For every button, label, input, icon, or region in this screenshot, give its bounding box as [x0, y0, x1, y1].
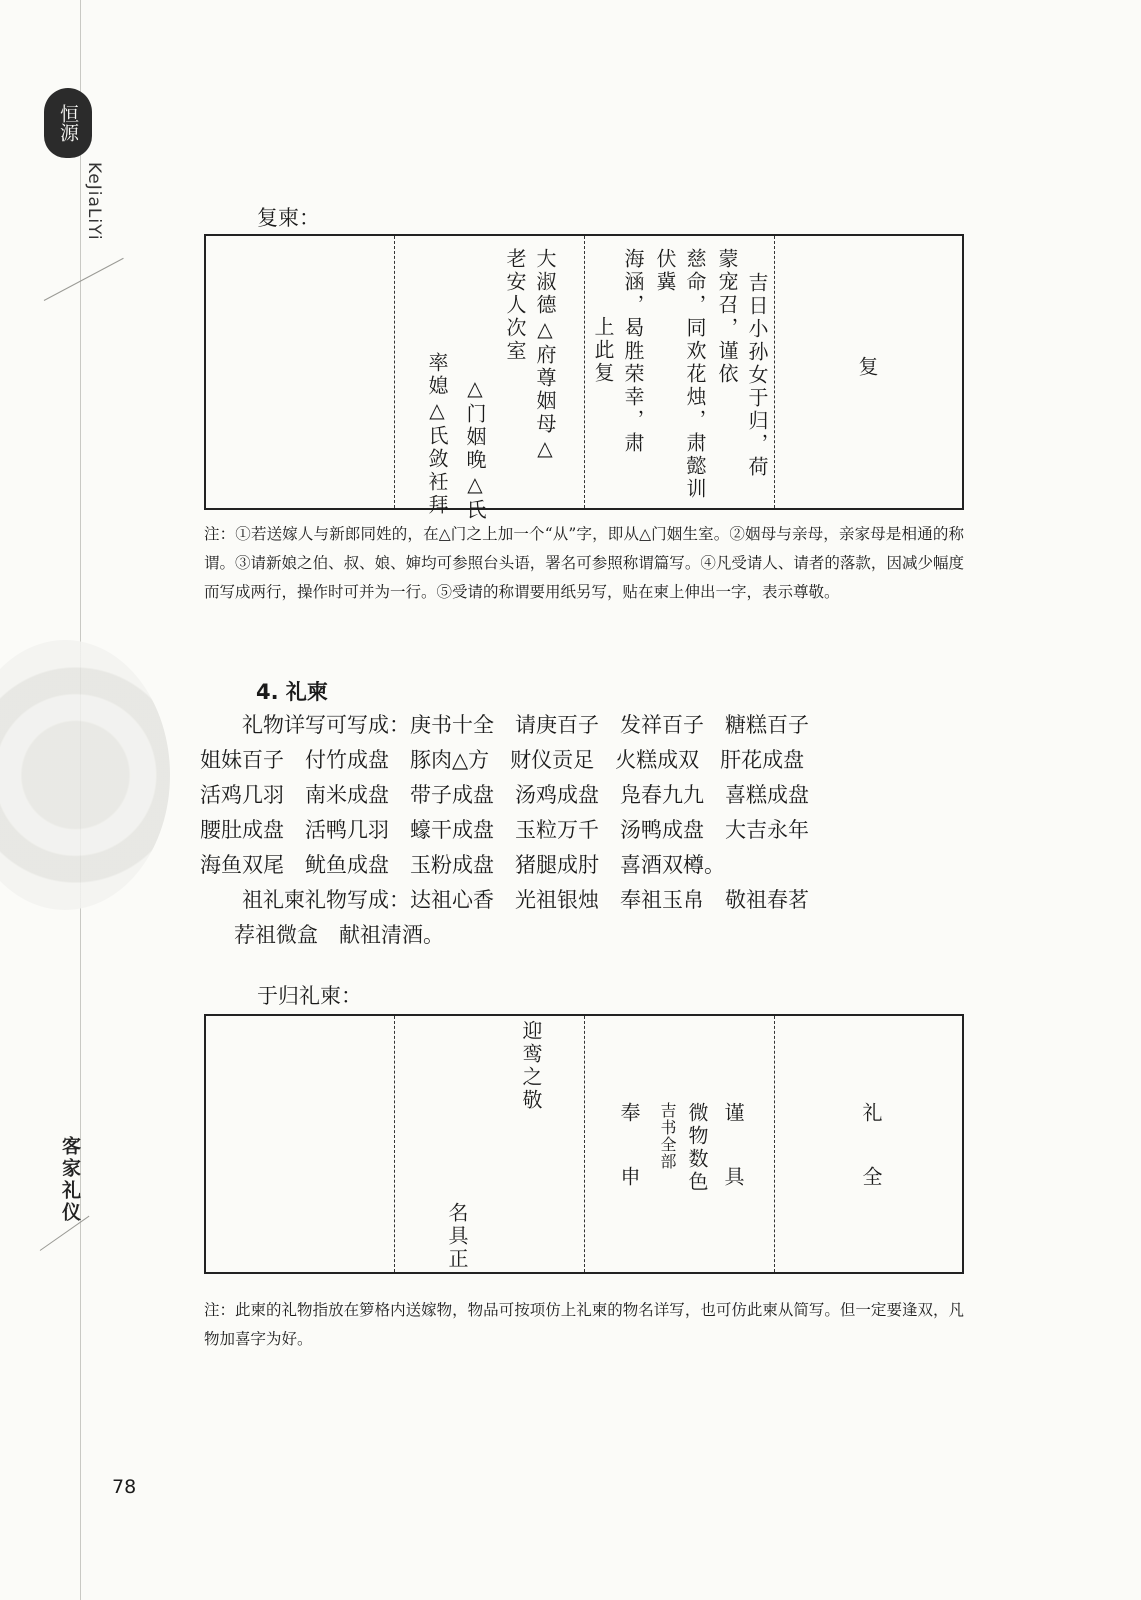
card-text: 吉日小孙女于归，荷 — [745, 272, 769, 479]
gift-list-line: 礼物详写可写成：庚书十全 请庚百子 发祥百子 糖糕百子 — [200, 713, 809, 737]
card-text: 迎鸾之敬 — [519, 1020, 543, 1112]
reply-card-label: 复柬： — [257, 206, 320, 230]
card-text: 蒙宠召，谨依 — [715, 248, 739, 386]
card-text: 申 — [617, 1166, 641, 1189]
gift-card — [204, 1014, 964, 1274]
card-divider — [774, 236, 775, 508]
card-text: 伏冀 — [653, 248, 677, 294]
card-divider — [584, 236, 585, 508]
page-number: 78 — [112, 1476, 137, 1498]
card-text: 上此复 — [591, 316, 615, 385]
card-text: 名具正 — [445, 1202, 469, 1271]
card-divider — [394, 236, 395, 508]
decor-line — [44, 258, 124, 301]
gift-card-label: 于归礼柬： — [257, 984, 362, 1008]
card-text: 礼 — [859, 1102, 883, 1125]
card-text: 吉书全部 — [658, 1102, 677, 1170]
cloud-ornament — [0, 640, 170, 910]
card-text: 全 — [859, 1166, 883, 1189]
section-heading: 4. 礼柬 — [256, 680, 328, 704]
card-text: 微物数色 — [685, 1102, 709, 1194]
card-text: 海涵，曷胜荣幸，肃 — [621, 248, 645, 455]
running-head-latin: KeJiaLiYi — [84, 162, 104, 241]
card-text: 率媳△氏敛衽拜 — [425, 352, 449, 517]
card-divider — [584, 1016, 585, 1272]
gift-list-line: 姐妹百子 付竹成盘 豚肉△方 财仪贡足 火糕成双 肝花成盘 — [200, 748, 805, 772]
gift-list-line: 活鸡几羽 南米成盘 带子成盘 汤鸡成盘 凫春九九 喜糕成盘 — [200, 783, 809, 807]
card-divider — [394, 1016, 395, 1272]
card-divider — [774, 1016, 775, 1272]
gift-list-line: 海鱼双尾 鱿鱼成盘 玉粉成盘 猪腿成肘 喜酒双樽。 — [200, 853, 725, 877]
gift-list-line: 荐祖微盒 献祖清酒。 — [234, 923, 444, 947]
gift-list-line: 祖礼柬礼物写成：达祖心香 光祖银烛 奉祖玉帛 敬祖春茗 — [200, 888, 809, 912]
card-text: 谨 — [721, 1102, 745, 1125]
card-text: 老安人次室 — [503, 248, 527, 363]
gift-card-note: 注：此柬的礼物指放在箩格内送嫁物，物品可按项仿上礼柬的物名详写，也可仿此柬从简写。但一定要逢双，凡物加喜字为好。 — [204, 1301, 964, 1348]
seal-logo: 恒源 — [44, 88, 92, 158]
reply-card — [204, 234, 964, 522]
running-head-chinese: 客家礼仪 — [59, 1136, 81, 1224]
card-text: 大淑德△府尊姻母△ — [533, 248, 557, 463]
card-text: 慈命，同欢花烛，肃懿训 — [683, 248, 707, 501]
gift-list — [200, 708, 809, 953]
card-text: △门姻晚△氏 — [463, 376, 487, 522]
card-text: 奉 — [617, 1102, 641, 1125]
gift-list-line: 腰肚成盘 活鸭几羽 蠔干成盘 玉粒万千 汤鸭成盘 大吉永年 — [200, 818, 809, 842]
reply-card-note: 注：①若送嫁人与新郎同姓的，在△门之上加一个“从”字，即从△门姻生室。②姻母与亲母，亲家母是相通的称谓。③请新娘之伯、叔、娘、婶均可参照台头语，署名可参照称谓篇写。④凡受请人、请者的落款，因减少幅度而写成两行，操作时可并为一行。⑤受请的称谓要用纸另写，贴在柬上伸出一字，表示尊敬。 — [204, 525, 964, 601]
card-text: 复 — [855, 356, 879, 379]
card-text: 具 — [721, 1166, 745, 1189]
